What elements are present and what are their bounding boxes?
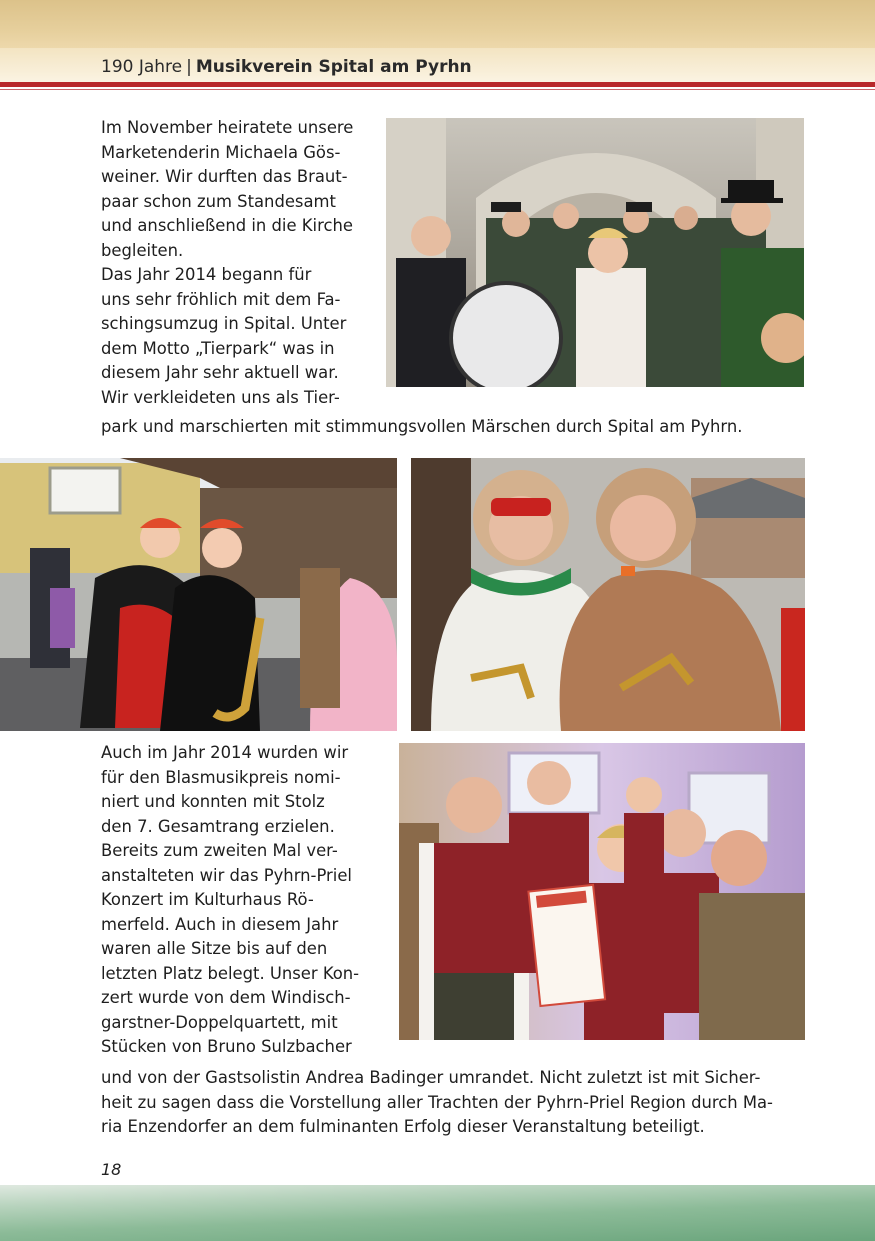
text-line: den 7. Gesamtrang erzielen.: [101, 816, 335, 836]
text-line: uns sehr fröhlich mit dem Fa-: [101, 289, 341, 309]
text-line: und anschließend in die Kirche: [101, 216, 353, 235]
page-number: 18: [101, 1160, 122, 1179]
text-line: begleiten.: [101, 240, 184, 260]
photo-award-group: [399, 743, 805, 1040]
header-years: 190 Jahre: [101, 57, 183, 77]
text-line: diesem Jahr sehr aktuell war.: [101, 363, 339, 382]
text-line: Das Jahr 2014 begann für: [101, 265, 312, 284]
photo-wedding: [386, 118, 804, 387]
header-separator: |: [186, 57, 192, 77]
text-line: Stücken von Bruno Sulzbacher: [101, 1037, 352, 1056]
text-line: garstner-Doppelquartett, mit: [101, 1012, 338, 1032]
text-line: anstalteten wir das Pyhrn-Priel: [101, 865, 352, 885]
text-line: heit zu sagen dass die Vorstellung aller Trachten der Pyhrn-Priel Region durch Ma-: [101, 1092, 773, 1112]
top-decor-band: [0, 0, 875, 50]
text-line: zert wurde von dem Windisch-: [101, 988, 351, 1007]
section1-text: [101, 116, 368, 410]
text-line: dem Motto „Tierpark“ was in: [101, 338, 335, 358]
text-line: park und marschierten mit stimmungsvollen Märschen durch Spital am Pyhrn.: [101, 417, 743, 436]
text-line: merfeld. Auch in diesem Jahr: [101, 914, 339, 934]
bottom-decor-band: [0, 1185, 875, 1241]
header-rule-thin: [0, 89, 875, 90]
text-line: Bereits zum zweiten Mal ver-: [101, 841, 338, 860]
text-line: weiner. Wir durften das Braut-: [101, 167, 348, 186]
section2-text: [101, 741, 370, 1060]
text-line: waren alle Sitze bis auf den: [101, 939, 328, 958]
section1-text-full: [101, 415, 791, 440]
text-line: Konzert im Kulturhaus Rö-: [101, 890, 314, 909]
text-line: schingsumzug in Spital. Unter: [101, 314, 347, 333]
header-rule: [0, 82, 875, 87]
text-line: Marketenderin Michaela Gös-: [101, 142, 341, 162]
photo-animal-costumes: [411, 458, 805, 731]
text-line: für den Blasmusikpreis nomi-: [101, 767, 341, 787]
text-line: ria Enzendorfer an dem fulminanten Erfolg dieser Veranstaltung beteiligt.: [101, 1117, 705, 1136]
text-line: Wir verkleideten uns als Tier-: [101, 387, 340, 407]
text-line: und von der Gastsolistin Andrea Badinger umrandet. Nicht zuletzt ist mit Sicher-: [101, 1068, 761, 1087]
text-line: Im November heiratete unsere: [101, 118, 354, 137]
text-line: paar schon zum Standesamt: [101, 191, 336, 211]
page-header: [101, 57, 472, 81]
header-organization: Musikverein Spital am Pyrhn: [195, 57, 472, 77]
text-line: letzten Platz belegt. Unser Kon-: [101, 963, 360, 983]
photo-ladybugs: [0, 458, 397, 731]
text-line: Auch im Jahr 2014 wurden wir: [101, 743, 349, 762]
text-line: niert und konnten mit Stolz: [101, 792, 325, 811]
section2-text-full: [101, 1066, 806, 1140]
